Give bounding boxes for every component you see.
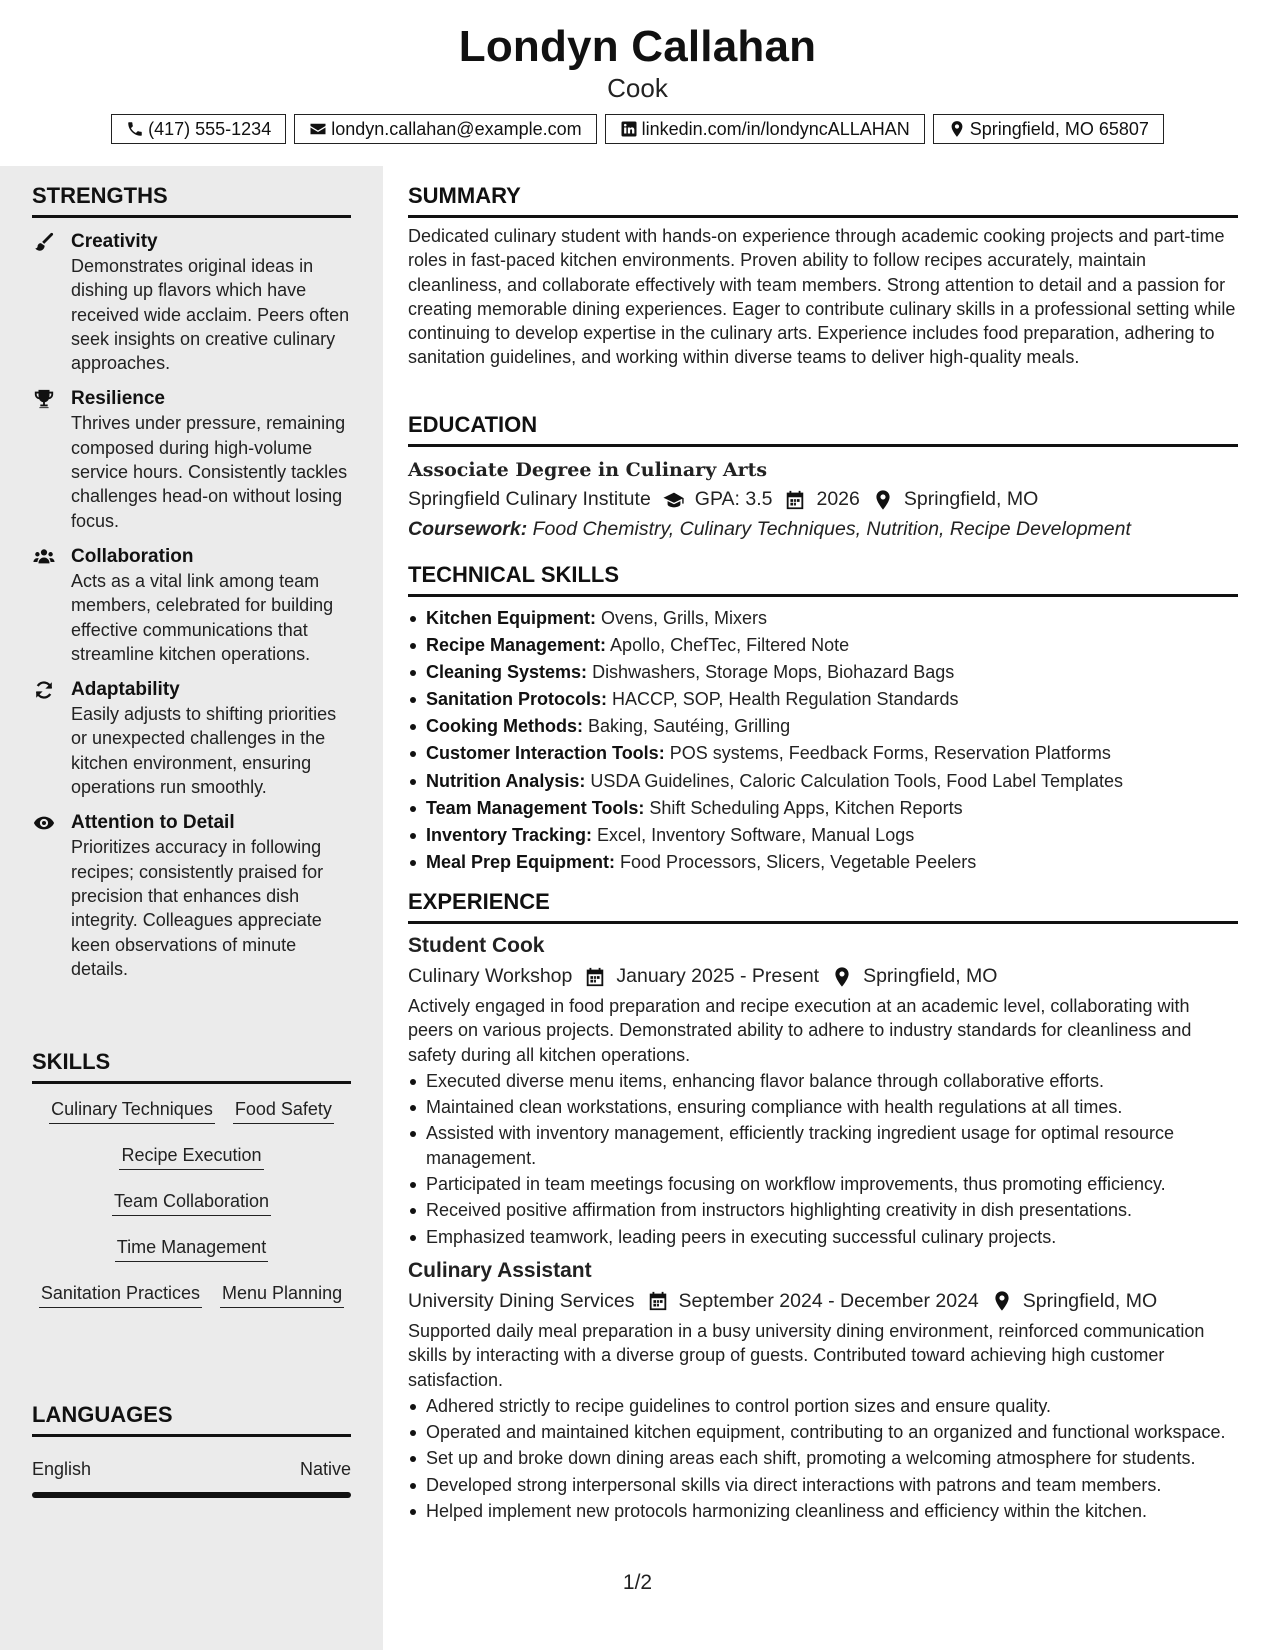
graduation-cap-icon — [663, 489, 685, 511]
skill-category: Recipe Management: — [426, 635, 607, 656]
list-item — [408, 605, 1238, 632]
skill-values: Baking, Sautéing, Grilling — [582, 716, 791, 737]
list-item — [408, 632, 1238, 659]
users-icon — [32, 546, 56, 568]
trophy-icon — [32, 388, 56, 410]
strengths-section — [32, 183, 351, 981]
skill-tag: Sanitation Practices — [39, 1282, 202, 1308]
map-pin-icon — [872, 489, 894, 511]
job-dates: January 2025 - Present — [616, 965, 820, 987]
graduation-year: 2026 — [816, 488, 860, 510]
skill-category: Inventory Tracking: — [426, 824, 593, 845]
education-meta — [408, 488, 1238, 511]
strength-description: Acts as a vital link among team members, celebrated for building effective communications that streamline kitchen operations. — [71, 570, 334, 664]
strength-item — [32, 230, 351, 375]
skill-tag: Time Management — [115, 1236, 268, 1262]
skill-values: HACCP, SOP, Health Regulation Standards — [607, 689, 959, 710]
skill-values: Food Processors, Slicers, Vegetable Peelers — [615, 851, 977, 872]
skill-category: Sanitation Protocols: — [426, 689, 608, 710]
linkedin-icon — [620, 120, 638, 138]
technical-skills-section — [408, 562, 1238, 876]
job-title: Culinary Assistant — [408, 1258, 592, 1282]
skill-category: Nutrition Analysis: — [426, 770, 586, 791]
job-organization: Culinary Workshop — [408, 965, 573, 987]
list-item — [408, 659, 1238, 686]
list-item: Participated in team meetings focusing on workflow improvements, thus promoting efficiency. — [408, 1172, 1238, 1196]
languages-heading: LANGUAGES — [32, 1402, 351, 1437]
list-item: Executed diverse menu items, enhancing flavor balance through collaborative efforts. — [408, 1069, 1238, 1093]
contact-linkedin[interactable] — [605, 114, 925, 144]
sync-icon — [32, 679, 56, 701]
contact-phone-text: (417) 555-1234 — [148, 118, 272, 139]
skill-tag: Menu Planning — [220, 1282, 344, 1308]
skills-heading: SKILLS — [32, 1049, 351, 1084]
language-row — [32, 1459, 351, 1480]
job-dates: September 2024 - December 2024 — [678, 1289, 979, 1312]
strengths-heading: STRENGTHS — [32, 183, 351, 218]
job-bullets — [408, 1069, 1238, 1249]
job-meta — [408, 965, 1238, 988]
summary-heading: SUMMARY — [408, 183, 1238, 218]
education-heading: EDUCATION — [408, 412, 1238, 447]
resume-job-title: Cook — [607, 73, 668, 103]
list-item — [408, 768, 1238, 795]
coursework-list: Food Chemistry, Culinary Techniques, Nutrition, Recipe Development — [527, 518, 1131, 540]
technical-skills-list — [408, 605, 1238, 876]
job-description: Supported daily meal preparation in a busy university dining environment, reinforced communication skills by interacting with a diverse group of guests. Contributed toward achieving high customer satisfaction. — [408, 1320, 1205, 1390]
page-number: 1/2 — [622, 1571, 653, 1594]
list-item: Maintained clean workstations, ensuring compliance with health regulations at all times. — [408, 1095, 1238, 1119]
skills-list — [32, 1098, 351, 1308]
skill-category: Team Management Tools: — [426, 797, 645, 818]
list-item: Helped implement new protocols harmonizing cleanliness and efficiency within the kitchen. — [408, 1499, 1238, 1523]
strength-description: Prioritizes accuracy in following recipes; consistently praised for precision that enhances dish integrity. Colleagues appreciate keen observations of minute details. — [71, 837, 324, 979]
strength-description: Easily adjusts to shifting priorities or unexpected challenges in the kitchen environment, ensuring operations run smoothly. — [71, 704, 337, 798]
contact-location-text: Springfield, MO 65807 — [969, 118, 1149, 139]
skill-tag: Culinary Techniques — [49, 1098, 215, 1124]
map-pin-icon — [991, 1290, 1013, 1312]
calendar-icon — [784, 489, 806, 511]
skill-category: Cleaning Systems: — [426, 662, 588, 683]
strength-item — [32, 811, 351, 981]
strength-description: Demonstrates original ideas in dishing up flavors which have received wide acclaim. Peers often seek insights on creative culinary approaches. — [71, 256, 350, 374]
eye-icon — [32, 812, 56, 834]
map-pin-icon — [831, 966, 853, 988]
skill-tag: Team Collaboration — [112, 1190, 271, 1216]
summary-section — [408, 183, 1238, 370]
skill-values: Ovens, Grills, Mixers — [596, 608, 768, 628]
list-item: Set up and broke down dining areas each shift, promoting a welcoming atmosphere for students. — [408, 1446, 1238, 1470]
skills-section — [32, 1049, 351, 1308]
map-pin-icon — [948, 120, 966, 138]
strength-item — [32, 387, 351, 532]
contact-email[interactable] — [294, 114, 596, 144]
strength-title: Resilience — [71, 388, 165, 410]
strength-title: Creativity — [71, 231, 158, 252]
list-item — [408, 713, 1238, 740]
list-item: Emphasized teamwork, leading peers in executing successful culinary projects. — [408, 1225, 1238, 1249]
skill-values: Dishwashers, Storage Mops, Biohazard Bags — [587, 662, 955, 683]
technical-skills-heading: TECHNICAL SKILLS — [408, 562, 1238, 597]
list-item — [408, 822, 1238, 849]
skill-values: Excel, Inventory Software, Manual Logs — [592, 824, 915, 845]
contact-location[interactable] — [933, 114, 1164, 144]
strength-title: Adaptability — [71, 679, 180, 701]
skill-category: Kitchen Equipment: — [426, 608, 596, 628]
strength-description: Thrives under pressure, remaining composed during high-volume service hours. Consistently tackles challenges head-on without losing focus. — [71, 413, 348, 531]
list-item — [408, 740, 1238, 767]
phone-icon — [126, 120, 144, 138]
school-name: Springfield Culinary Institute — [408, 488, 651, 510]
gpa: GPA: 3.5 — [694, 488, 773, 510]
strength-item — [32, 545, 351, 666]
skill-values: USDA Guidelines, Caloric Calculation Tools, Food Label Templates — [585, 770, 1123, 791]
summary-text: Dedicated culinary student with hands-on experience through academic cooking projects and part-time roles in fast-paced kitchen environments. Proven ability to follow recipes accurately, maintain cleanliness, and collaborate effectively with team members. Strong attention to detail and a passion for creating memorable dining experiences. Eager to contribute culinary skills in a professional setting while continuing to develop expertise in the culinary arts. Experience includes food preparation, adhering to sanitation guidelines, and working within diverse teams to deliver high-quality meals. — [408, 226, 1236, 368]
list-item — [408, 795, 1238, 822]
list-item: Developed strong interpersonal skills via direct interactions with patrons and team members. — [408, 1473, 1238, 1497]
skill-values: Apollo, ChefTec, Filtered Note — [606, 635, 850, 656]
list-item: Adhered strictly to recipe guidelines to control portion sizes and ensure quality. — [408, 1394, 1238, 1418]
skill-category: Cooking Methods: — [426, 716, 583, 737]
experience-heading: EXPERIENCE — [408, 889, 1238, 924]
language-level: Native — [299, 1459, 351, 1479]
contact-phone[interactable] — [111, 114, 286, 144]
skill-values: POS systems, Feedback Forms, Reservation Platforms — [664, 743, 1111, 764]
coursework — [408, 518, 1238, 541]
resume-name: Londyn Callahan — [458, 22, 817, 71]
strength-title: Attention to Detail — [71, 812, 235, 834]
strength-title: Collaboration — [71, 545, 194, 567]
paintbrush-icon — [32, 231, 56, 253]
skill-category: Customer Interaction Tools: — [426, 743, 665, 764]
degree-title: Associate Degree in Culinary Arts — [408, 459, 768, 481]
school-location: Springfield, MO — [903, 488, 1039, 510]
contact-linkedin-text: linkedin.com/in/londyncALLAHAN — [641, 118, 910, 139]
job-title: Student Cook — [408, 934, 545, 957]
calendar-icon — [647, 1290, 669, 1312]
list-item: Received positive affirmation from instructors highlighting creativity in dish presentations. — [408, 1198, 1238, 1222]
skill-tag: Recipe Execution — [119, 1144, 263, 1170]
job-meta — [408, 1290, 1238, 1313]
education-section — [408, 412, 1238, 541]
job-location: Springfield, MO — [1022, 1289, 1158, 1312]
job-organization: University Dining Services — [408, 1289, 635, 1312]
contact-bar — [0, 114, 1275, 144]
job-entry — [408, 934, 1238, 1249]
experience-section — [408, 889, 1238, 1523]
contact-email-text: londyn.callahan@example.com — [331, 118, 582, 139]
list-item — [408, 849, 1238, 876]
calendar-icon — [584, 966, 606, 988]
language-proficiency-bar — [32, 1492, 351, 1498]
strength-item — [32, 678, 351, 799]
job-entry — [408, 1259, 1238, 1523]
languages-section — [32, 1402, 351, 1498]
list-item: Operated and maintained kitchen equipment, contributing to an organized and functional workspace. — [408, 1420, 1238, 1444]
job-bullets — [408, 1394, 1238, 1523]
job-location: Springfield, MO — [863, 965, 998, 987]
envelope-icon — [309, 120, 327, 138]
list-item — [408, 686, 1238, 713]
coursework-label: Coursework: — [408, 518, 528, 540]
job-description: Actively engaged in food preparation and recipe execution at an academic level, collaborating with peers on various projects. Demonstrated ability to adhere to industry standards for cleanliness and safety during all kitchen operations. — [408, 996, 1192, 1065]
skill-category: Meal Prep Equipment: — [426, 851, 616, 872]
skill-tag: Food Safety — [233, 1098, 334, 1124]
list-item: Assisted with inventory management, efficiently tracking ingredient usage for optimal resource management. — [408, 1121, 1238, 1170]
skill-values: Shift Scheduling Apps, Kitchen Reports — [644, 797, 963, 818]
language-name: English — [32, 1459, 92, 1479]
